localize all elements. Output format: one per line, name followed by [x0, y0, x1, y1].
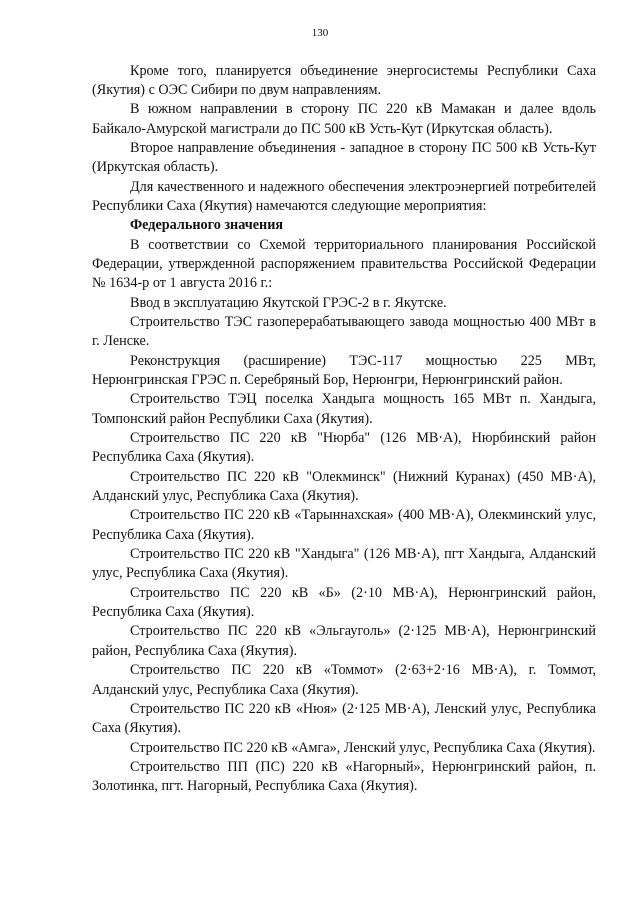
paragraph: Строительство ПС 220 кВ «Эльгауголь» (2·125 МВ·А), Нерюнгринский район, Республика Саха (Якутия). — [92, 623, 596, 659]
paragraph: В соответствии со Схемой территориального планирования Российской Федерации, утвержденной распоряжением правительства Российской Федерации № 1634-р от 1 августа 2016 г.: — [92, 236, 596, 292]
paragraph: Строительство ПП (ПС) 220 кВ «Нагорный», Нерюнгринский район, п. Золотинка, пгт. Нагорный, Республика Саха (Якутия). — [92, 758, 596, 795]
section-heading: Федерального значения — [130, 217, 284, 234]
paragraph: Строительство ПС 220 кВ «Б» (2·10 МВ·А), Нерюнгринский район, Республика Саха (Якутия). — [92, 584, 596, 621]
paragraph: Строительство ПС 220 кВ «Нюя» (2·125 МВ·А), Ленский улус, Республика Саха (Якутия). — [92, 700, 596, 737]
paragraph: Строительство ПС 220 кВ "Хандыга" (126 МВ·А), пгт Хандыга, Алданский улус, Республика Саха (Якутия). — [92, 546, 596, 582]
paragraph: Реконструкция (расширение) ТЭС-117 мощностью 225 МВт, Нерюнгринская ГРЭС п. Серебряный Бор, Нерюнгри, Нерюнгринский район. — [92, 352, 596, 388]
paragraph: Строительство ПС 220 кВ «Амга», Ленский улус, Республика Саха (Якутия). — [130, 739, 596, 756]
paragraph: Второе направление объединения - западное в сторону ПС 500 кВ Усть-Кут (Иркутская область). — [92, 139, 596, 176]
document-body — [92, 62, 596, 797]
paragraph: Ввод в эксплуатацию Якутской ГРЭС-2 в г. Якутске. — [130, 294, 447, 311]
paragraph: Строительство ПС 220 кВ "Нюрба" (126 МВ·А), Нюрбинский район Республика Саха (Якутия). — [92, 430, 596, 466]
paragraph: Для качественного и надежного обеспечения электроэнергией потребителей Республики Саха (Якутия) намечаются следующие мероприятия: — [92, 178, 596, 214]
paragraph: В южном направлении в сторону ПС 220 кВ Мамакан и далее вдоль Байкало-Амурской магистрали до ПС 500 кВ Усть-Кут (Иркутская область). — [92, 101, 596, 137]
paragraph: Строительство ПС 220 кВ «Томмот» (2·63+2·16 МВ·А), г. Томмот, Алданский улус, Республика Саха (Якутия). — [92, 662, 596, 698]
paragraph: Строительство ПС 220 кВ «Тарыннахская» (400 МВ·А), Олекминский улус, Республика Саха (Якутия). — [92, 507, 596, 543]
page-number: 130 — [311, 27, 329, 39]
paragraph: Строительство ТЭС газоперерабатывающего завода мощностью 400 МВт в г. Ленске. — [92, 313, 596, 350]
paragraph: Кроме того, планируется объединение энергосистемы Республики Саха (Якутия) с ОЭС Сибири по двум направлениям. — [92, 62, 596, 98]
paragraph: Строительство ПС 220 кВ "Олекминск" (Нижний Куранах) (450 МВ·А), Алданский улус, Республика Саха (Якутия). — [92, 468, 596, 505]
paragraph: Строительство ТЭЦ поселка Хандыга мощность 165 МВт п. Хандыга, Томпонский район Республики Саха (Якутия). — [92, 391, 596, 427]
